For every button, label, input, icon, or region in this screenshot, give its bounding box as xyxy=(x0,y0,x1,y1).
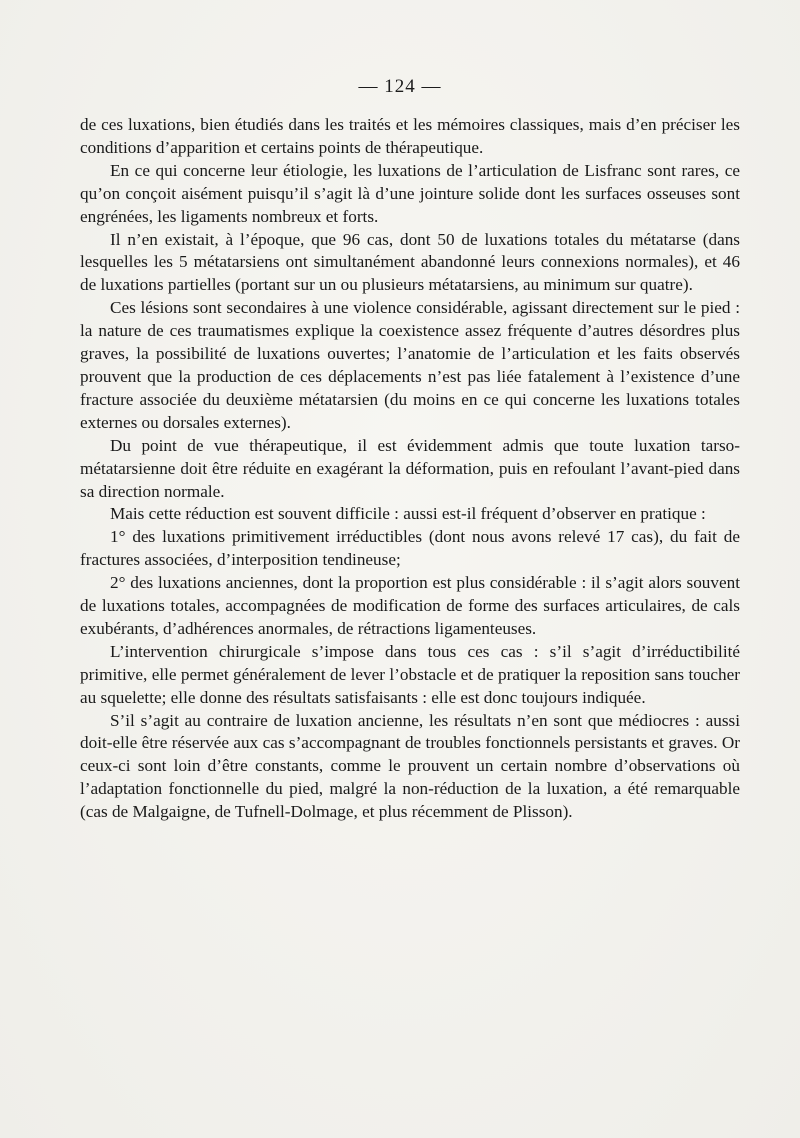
paragraph: Ces lésions sont secondaires à une violence considérable, agissant directement sur le pied : la nature de ces traumatismes explique la coexistence assez fréquente d’autres désordres plus graves, la possibilité de luxations ouvertes; l’anatomie de l’articulation et les faits observés prouvent que la production de ces déplacements n’est pas liée fatalement à l’existence d’une fracture associée du deuxième métatarsien (du moins en ce qui concerne les luxations totales externes ou dorsales externes). xyxy=(80,298,740,432)
paragraph: de ces luxations, bien étudiés dans les traités et les mémoires classiques, mais d’en préciser les conditions d’apparition et certains points de thérapeutique. xyxy=(80,115,740,157)
body-text xyxy=(80,114,740,824)
paragraph: Du point de vue thérapeutique, il est évidemment admis que toute luxation tarso-métatarsienne doit être réduite en exagérant la déformation, puis en refoulant l’avant-pied dans sa direction normale. xyxy=(80,435,740,501)
paragraph: L’intervention chirurgicale s’impose dans tous ces cas : s’il s’agit d’irréductibilité primitive, elle permet généralement de lever l’obstacle et de pratiquer la reposition sans toucher au squelette; elle donne des résultats satisfaisants : elle est donc toujours indiquée. xyxy=(80,641,740,707)
paragraph: 1° des luxations primitivement irréductibles (dont nous avons relevé 17 cas), du fait de fractures associées, d’interposition tendineuse; xyxy=(80,527,740,570)
paragraph: En ce qui concerne leur étiologie, les luxations de l’articulation de Lisfranc sont rares, ce qu’on conçoit aisément puisqu’il s’agit là d’une jointure solide dont les surfaces osseuses sont engrénées, les ligaments nombreux et forts. xyxy=(80,160,740,226)
paragraph: Il n’en existait, à l’époque, que 96 cas, dont 50 de luxations totales du métatarse (dans lesquelles les 5 métatarsiens ont simultanément abandonné leurs connexions normales), et 46 de luxations partielles (portant sur un ou plusieurs métatarsiens, au minimum sur quatre). xyxy=(80,229,740,295)
paragraph: S’il s’agit au contraire de luxation ancienne, les résultats n’en sont que médiocres : aussi doit-elle être réservée aux cas s’accompagnant de troubles fonctionnels persistants et graves. Or ceux-ci sont loin d’être constants, comme le prouvent un certain nombre d’observations où l’adaptation fonctionnelle du pied, malgré la non-réduction de la luxation, a été remarquable (cas de Malgaigne, de Tufnell-Dolmage, et plus récemment de Plisson). xyxy=(80,710,740,822)
page-number: — 124 — xyxy=(358,76,442,97)
paragraph: Mais cette réduction est souvent difficile : aussi est-il fréquent d’observer en pratique : xyxy=(110,504,706,524)
paragraph: 2° des luxations anciennes, dont la proportion est plus considérable : il s’agit alors souvent de luxations totales, accompagnées de modification de forme des surfaces articulaires, de cals exubérants, d’adhérences anormales, de rétractions ligamenteuses. xyxy=(80,573,740,638)
